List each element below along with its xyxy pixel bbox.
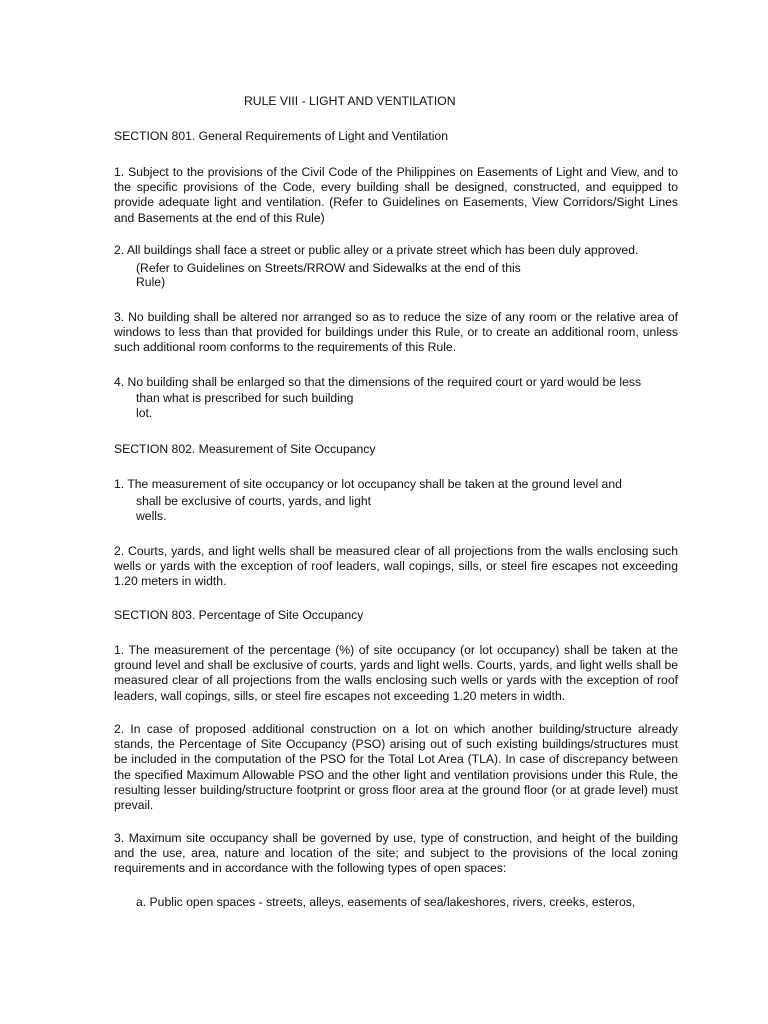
section-801-paragraph-3: 3. No building shall be altered nor arranged so as to reduce the size of any room or the relative area of windows to less than that provided for buildings under this Rule, or to create an additional room, unless such additional room conforms to the requirements of this Rule. xyxy=(114,310,678,355)
section-801-paragraph-2-line-2: (Refer to Guidelines on Streets/RROW and Sidewalks at the end of this xyxy=(136,261,521,275)
section-801-paragraph-4-line-2: than what is prescribed for such building xyxy=(136,391,354,405)
section-802-paragraph-2: 2. Courts, yards, and light wells shall be measured clear of all projections from the walls enclosing such wells or yards with the exception of roof leaders, wall copings, sills, or steel fire escapes not exceeding 1.20 meters in width. xyxy=(114,544,678,589)
section-801-heading: SECTION 801. General Requirements of Light and Ventilation xyxy=(114,129,448,143)
section-801-paragraph-1: 1. Subject to the provisions of the Civil Code of the Philippines on Easements of Light and View, and to the specific provisions of the Code, every building shall be designed, constructed, and equipped to provide adequate light and ventilation. (Refer to Guidelines on Easements, View Corridors/Sight Lines and Basements at the end of this Rule) xyxy=(114,165,678,225)
section-801-paragraph-4-line-3: lot. xyxy=(136,406,153,420)
section-803-paragraph-1: 1. The measurement of the percentage (%) of site occupancy (or lot occupancy) shall be taken at the ground level and shall be exclusive of courts, yards and light wells. Courts, yards, and light wells shall be measured clear of all projections from the walls enclosing such wells or yards with the exception of roof leaders, wall copings, sills, or steel fire escapes not exceeding 1.20 meters in width. xyxy=(114,643,678,703)
section-803-paragraph-3: 3. Maximum site occupancy shall be governed by use, type of construction, and height of the building and the use, area, nature and location of the site; and subject to the provisions of the local zoning requirements and in accordance with the following types of open spaces: xyxy=(114,831,678,876)
document-title: RULE VIII - LIGHT AND VENTILATION xyxy=(244,94,456,108)
section-803-item-a: a. Public open spaces - streets, alleys, easements of sea/lakeshores, rivers, creeks, esteros, xyxy=(136,895,636,909)
section-802-heading: SECTION 802. Measurement of Site Occupancy xyxy=(114,442,376,456)
section-801-paragraph-2-line-3: Rule) xyxy=(136,275,166,289)
section-802-paragraph-1-line-2: shall be exclusive of courts, yards, and light xyxy=(136,494,372,508)
section-801-paragraph-4-line-1: 4. No building shall be enlarged so that the dimensions of the required court or yard would be less xyxy=(114,375,642,389)
section-803-heading: SECTION 803. Percentage of Site Occupancy xyxy=(114,608,364,622)
section-801-paragraph-2-line-1: 2. All buildings shall face a street or public alley or a private street which has been duly approved. xyxy=(114,243,639,257)
section-802-paragraph-1-line-1: 1. The measurement of site occupancy or lot occupancy shall be taken at the ground level and xyxy=(114,477,622,491)
section-803-paragraph-2: 2. In case of proposed additional construction on a lot on which another building/structure already stands, the Percentage of Site Occupancy (PSO) arising out of such existing buildings/structures must be included in the computation of the PSO for the Total Lot Area (TLA). In case of discrepancy between the specified Maximum Allowable PSO and the other light and ventilation provisions under this Rule, the resulting lesser building/structure footprint or gross floor area at the ground floor (or at grade level) must prevail. xyxy=(114,722,678,813)
section-802-paragraph-1-line-3: wells. xyxy=(136,509,167,523)
